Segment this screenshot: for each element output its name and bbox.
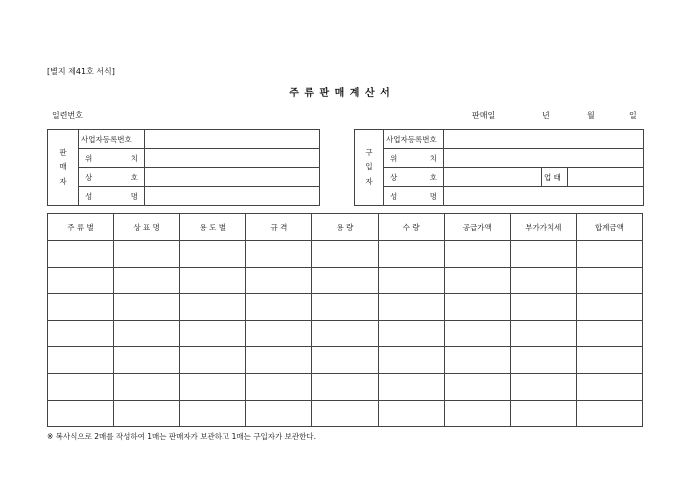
items-header-row	[48, 214, 643, 241]
table-cell[interactable]	[48, 320, 114, 347]
table-cell[interactable]	[114, 320, 180, 347]
table-cell[interactable]	[576, 267, 642, 294]
table-cell[interactable]	[378, 373, 444, 400]
table-cell[interactable]	[48, 347, 114, 374]
table-cell[interactable]	[378, 347, 444, 374]
table-cell[interactable]	[510, 373, 576, 400]
table-row	[48, 347, 643, 374]
table-cell[interactable]	[114, 373, 180, 400]
table-cell[interactable]	[510, 267, 576, 294]
buyer-reg-no-label: 사업자등록번호	[384, 130, 444, 149]
table-cell[interactable]	[444, 347, 510, 374]
buyer-trade-name-label: 상 호	[384, 168, 444, 187]
table-cell[interactable]	[378, 294, 444, 321]
table-cell[interactable]	[312, 347, 378, 374]
sale-date-label: 판매일	[472, 111, 496, 120]
table-cell[interactable]	[312, 241, 378, 268]
table-row	[48, 294, 643, 321]
table-cell[interactable]	[246, 400, 312, 427]
seller-name-field[interactable]	[145, 187, 320, 206]
table-cell[interactable]	[444, 294, 510, 321]
seller-reg-no-label: 사업자등록번호	[79, 130, 145, 149]
buyer-business-type-field[interactable]	[568, 168, 644, 187]
table-cell[interactable]	[180, 320, 246, 347]
table-cell[interactable]	[48, 373, 114, 400]
buyer-reg-no-field[interactable]	[444, 130, 644, 149]
seller-trade-name-field[interactable]	[145, 168, 320, 187]
column-header: 상 표 명	[114, 214, 180, 241]
seller-location-field[interactable]	[145, 149, 320, 168]
column-header: 규 격	[246, 214, 312, 241]
seller-location-label: 위 치	[79, 149, 145, 168]
table-cell[interactable]	[312, 373, 378, 400]
serial-number-label: 일련번호	[52, 111, 83, 120]
table-cell[interactable]	[48, 294, 114, 321]
table-cell[interactable]	[246, 373, 312, 400]
table-cell[interactable]	[444, 400, 510, 427]
table-cell[interactable]	[378, 400, 444, 427]
buyer-name-label: 성 명	[384, 187, 444, 206]
table-row	[48, 267, 643, 294]
sale-date-month: 월	[587, 111, 595, 120]
table-cell[interactable]	[444, 267, 510, 294]
table-cell[interactable]	[180, 373, 246, 400]
buyer-location-label: 위 치	[384, 149, 444, 168]
table-cell[interactable]	[114, 241, 180, 268]
seller-side-label: 판 매 자	[48, 130, 79, 206]
table-cell[interactable]	[48, 241, 114, 268]
table-cell[interactable]	[180, 294, 246, 321]
column-header: 주 류 별	[48, 214, 114, 241]
column-header: 용 량	[312, 214, 378, 241]
table-cell[interactable]	[378, 241, 444, 268]
table-cell[interactable]	[312, 320, 378, 347]
buyer-side-label: 구 입 자	[355, 130, 384, 206]
table-cell[interactable]	[246, 320, 312, 347]
table-cell[interactable]	[576, 347, 642, 374]
table-cell[interactable]	[180, 347, 246, 374]
table-cell[interactable]	[444, 373, 510, 400]
table-cell[interactable]	[180, 400, 246, 427]
column-header: 공급가액	[444, 214, 510, 241]
table-cell[interactable]	[378, 320, 444, 347]
table-cell[interactable]	[312, 267, 378, 294]
table-cell[interactable]	[180, 241, 246, 268]
table-cell[interactable]	[246, 241, 312, 268]
footnote: ※ 복사식으로 2매를 작성하여 1매는 판매자가 보관하고 1매는 구입자가 보관한다.	[47, 432, 317, 441]
table-cell[interactable]	[246, 294, 312, 321]
party-divider	[320, 130, 355, 206]
form-title: 주 류 판 매 계 산 서	[289, 88, 391, 99]
table-cell[interactable]	[48, 267, 114, 294]
form-number-label: [별지 제41호 서식]	[47, 67, 115, 76]
table-row	[48, 400, 643, 427]
table-cell[interactable]	[576, 294, 642, 321]
table-cell[interactable]	[114, 294, 180, 321]
table-cell[interactable]	[576, 400, 642, 427]
table-cell[interactable]	[576, 320, 642, 347]
table-cell[interactable]	[378, 267, 444, 294]
table-cell[interactable]	[246, 347, 312, 374]
sale-date-year: 년	[542, 111, 550, 120]
column-header: 합계금액	[576, 214, 642, 241]
column-header: 수 량	[378, 214, 444, 241]
table-cell[interactable]	[510, 294, 576, 321]
table-cell[interactable]	[576, 241, 642, 268]
table-cell[interactable]	[48, 400, 114, 427]
table-cell[interactable]	[180, 267, 246, 294]
table-cell[interactable]	[444, 320, 510, 347]
column-header: 용 도 별	[180, 214, 246, 241]
table-cell[interactable]	[114, 400, 180, 427]
sale-date	[472, 110, 637, 121]
table-cell[interactable]	[312, 294, 378, 321]
table-cell[interactable]	[510, 320, 576, 347]
buyer-business-type-label: 업 태	[542, 168, 568, 187]
table-cell[interactable]	[114, 347, 180, 374]
buyer-name-field[interactable]	[444, 187, 644, 206]
table-cell[interactable]	[510, 347, 576, 374]
table-row	[48, 241, 643, 268]
column-header: 부가가치세	[510, 214, 576, 241]
table-cell[interactable]	[114, 267, 180, 294]
table-cell[interactable]	[444, 241, 510, 268]
seller-trade-name-label: 상 호	[79, 168, 145, 187]
buyer-trade-name-field[interactable]	[444, 168, 542, 187]
party-info-table	[47, 129, 644, 206]
seller-name-label: 성 명	[79, 187, 145, 206]
seller-reg-no-field[interactable]	[145, 130, 320, 149]
table-cell[interactable]	[510, 400, 576, 427]
items-table	[47, 213, 643, 427]
sale-date-day: 일	[629, 111, 637, 120]
table-cell[interactable]	[510, 241, 576, 268]
buyer-location-field[interactable]	[444, 149, 644, 168]
table-row	[48, 373, 643, 400]
table-cell[interactable]	[312, 400, 378, 427]
table-cell[interactable]	[246, 267, 312, 294]
table-row	[48, 320, 643, 347]
table-cell[interactable]	[576, 373, 642, 400]
